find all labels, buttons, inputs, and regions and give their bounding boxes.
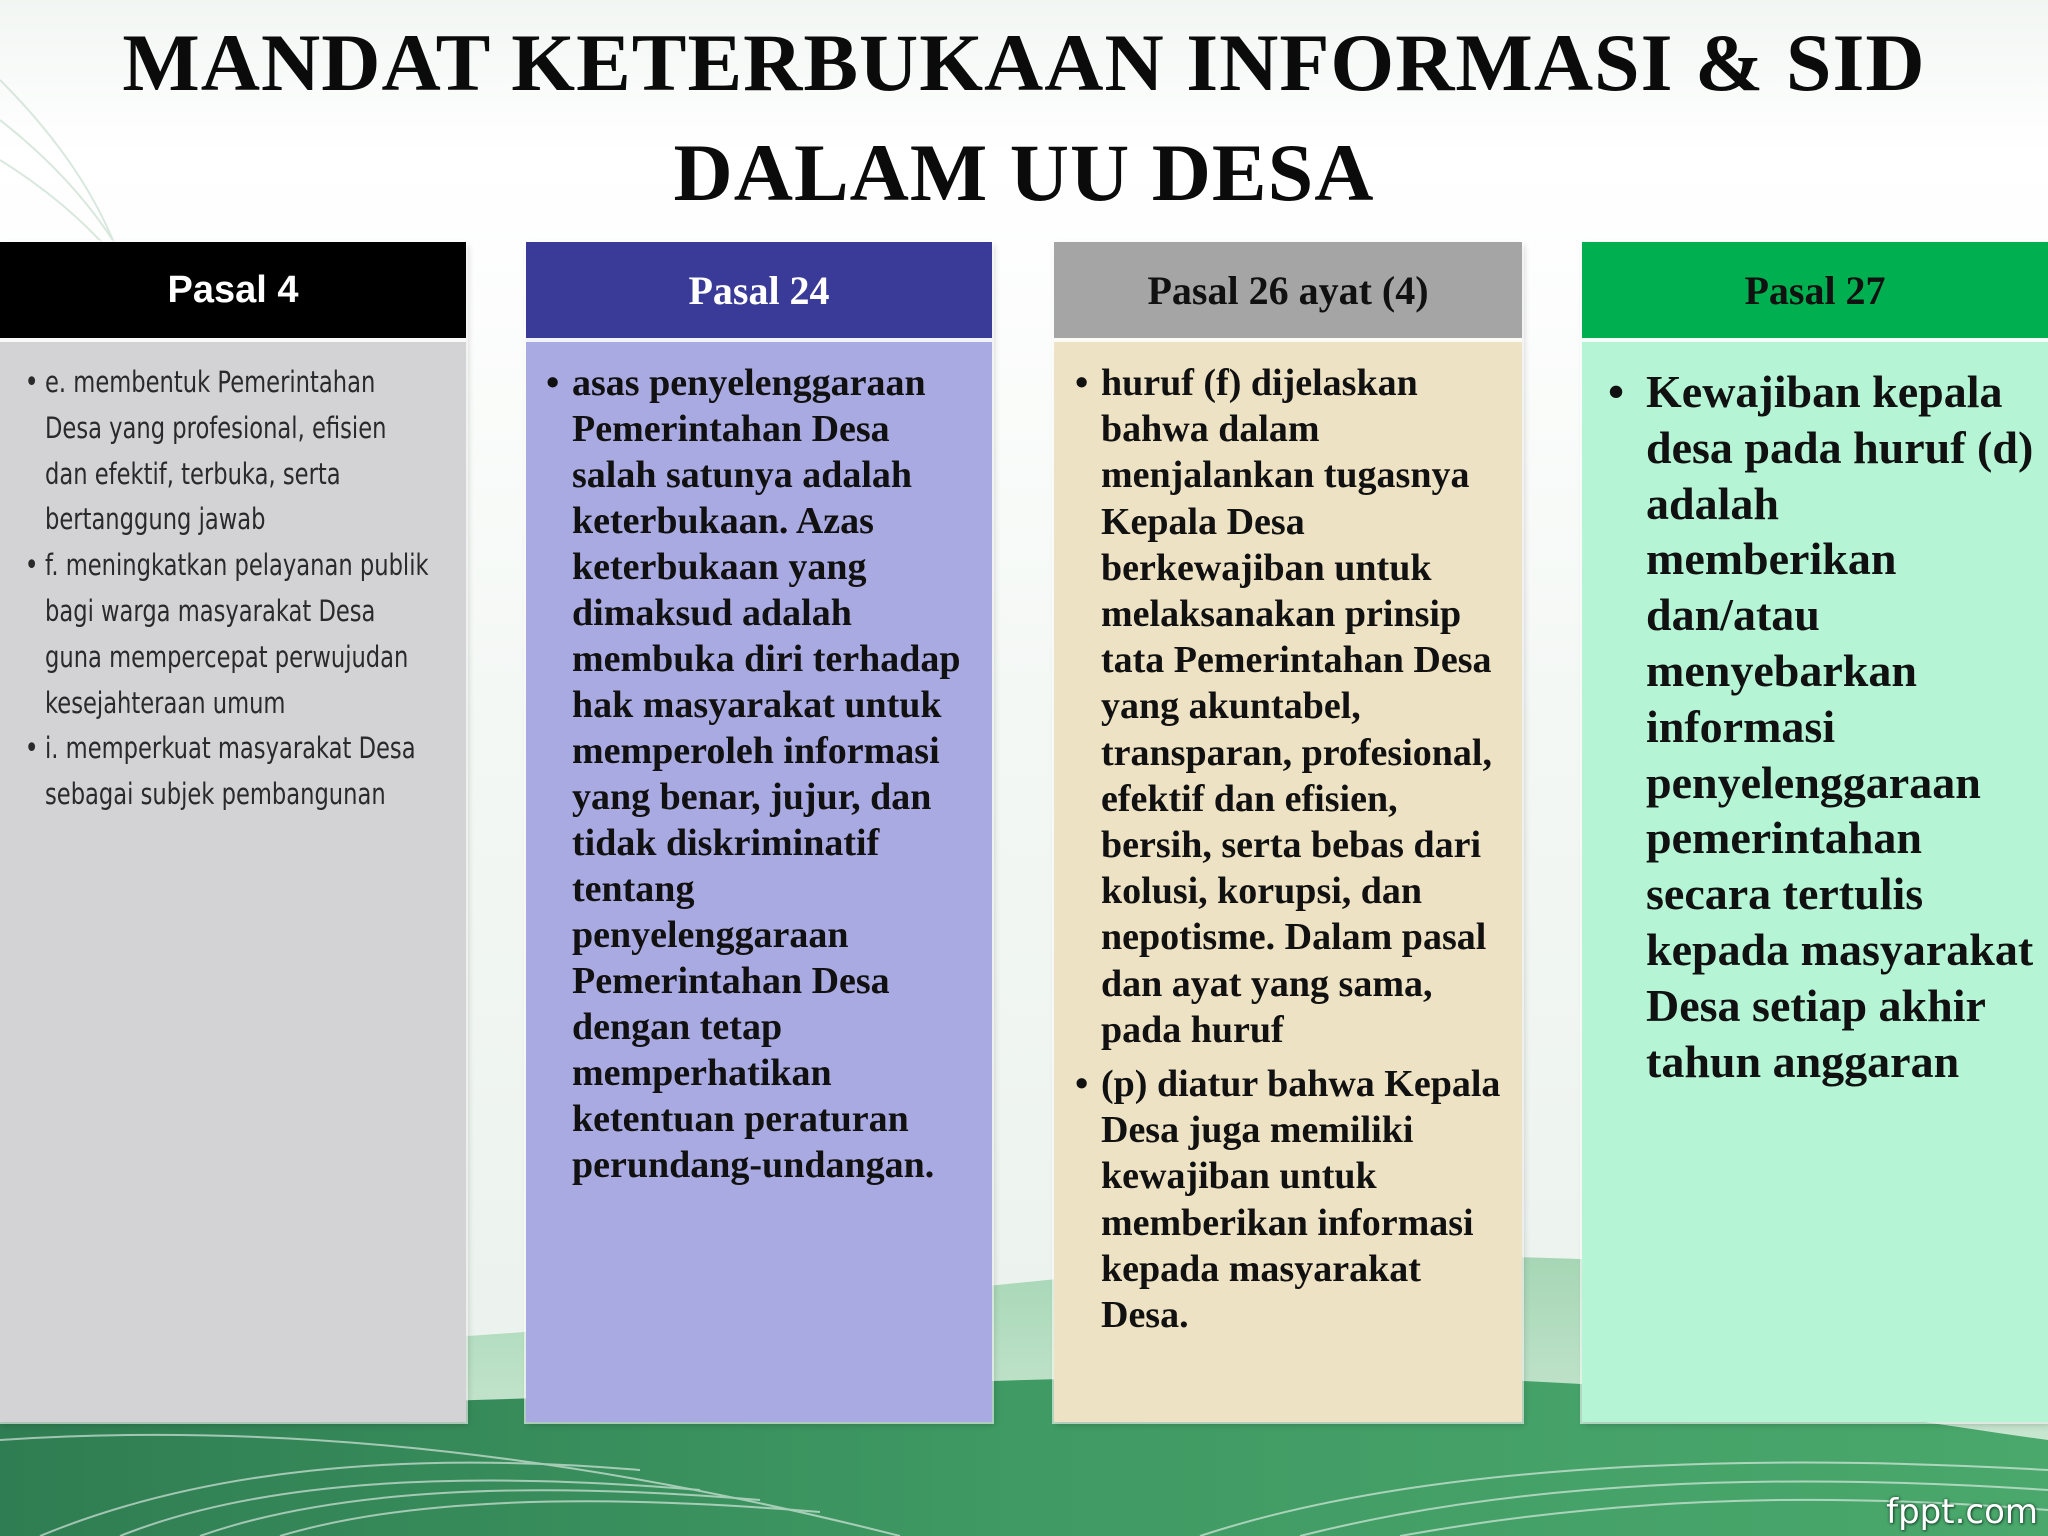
column-body xyxy=(0,338,466,1422)
column-body xyxy=(1582,338,2048,1422)
title-line-1: MANDAT KETERBUKAAN INFORMASI & SID xyxy=(122,17,1926,108)
watermark-logo: fppt.com xyxy=(1886,1492,2038,1532)
list-item: • f. meningkatkan pelayanan publik bagi warga masyarakat Desa guna mempercepat perwujudan kesejahteraan umum xyxy=(45,543,435,726)
list-item: • huruf (f) dijelaskan bahwa dalam menjalankan tugasnya Kepala Desa berkewajiban untuk melaksanakan prinsip tata Pemerintahan Desa yang akuntabel, transparan, profesional, efektif dan efisien, bersih, serta bebas dari kolusi, korupsi, dan nepotisme. Dalam pasal dan ayat yang sama, pada huruf xyxy=(1101,360,1502,1053)
bullet-list xyxy=(572,360,972,1188)
column-heading: Pasal 26 ayat (4) xyxy=(1054,242,1522,338)
column-body xyxy=(1054,338,1522,1422)
column-heading: Pasal 4 xyxy=(0,242,466,338)
column-pasal-24 xyxy=(526,242,992,1422)
list-item: • asas penyelenggaraan Pemerintahan Desa salah satunya adalah keterbukaan. Azas keterbukaan yang dimaksud adalah membuka diri terhadap hak masyarakat untuk memperoleh informasi yang benar, jujur, dan tidak diskriminatif tentang penyelenggaraan Pemerintahan Desa dengan tetap memperhatikan ketentuan peraturan perundang-undangan. xyxy=(572,360,972,1188)
column-pasal-27 xyxy=(1582,242,2048,1422)
column-pasal-26 xyxy=(1054,242,1522,1422)
bullet-list xyxy=(45,360,436,818)
page-title xyxy=(0,8,2048,228)
list-item: • Kewajiban kepala desa pada huruf (d) adalah memberikan dan/atau menyebarkan informasi penyelenggaraan pemerintahan secara tertulis kepada masyarakat Desa setiap akhir tahun anggaran xyxy=(1646,364,2034,1089)
list-item: • (p) diatur bahwa Kepala Desa juga memiliki kewajiban untuk memberikan informasi kepada masyarakat Desa. xyxy=(1101,1061,1502,1338)
list-item: • e. membentuk Pemerintahan Desa yang profesional, efisien dan efektif, terbuka, serta bertanggung jawab xyxy=(45,360,435,543)
title-line-2: DALAM UU DESA xyxy=(673,127,1375,218)
column-body xyxy=(526,338,992,1422)
column-heading: Pasal 27 xyxy=(1582,242,2048,338)
bullet-list xyxy=(1101,360,1502,1338)
bullet-list xyxy=(1646,364,2034,1089)
list-item: • i. memperkuat masyarakat Desa sebagai subjek pembangunan xyxy=(45,726,435,818)
column-pasal-4 xyxy=(0,242,466,1422)
column-heading: Pasal 24 xyxy=(526,242,992,338)
